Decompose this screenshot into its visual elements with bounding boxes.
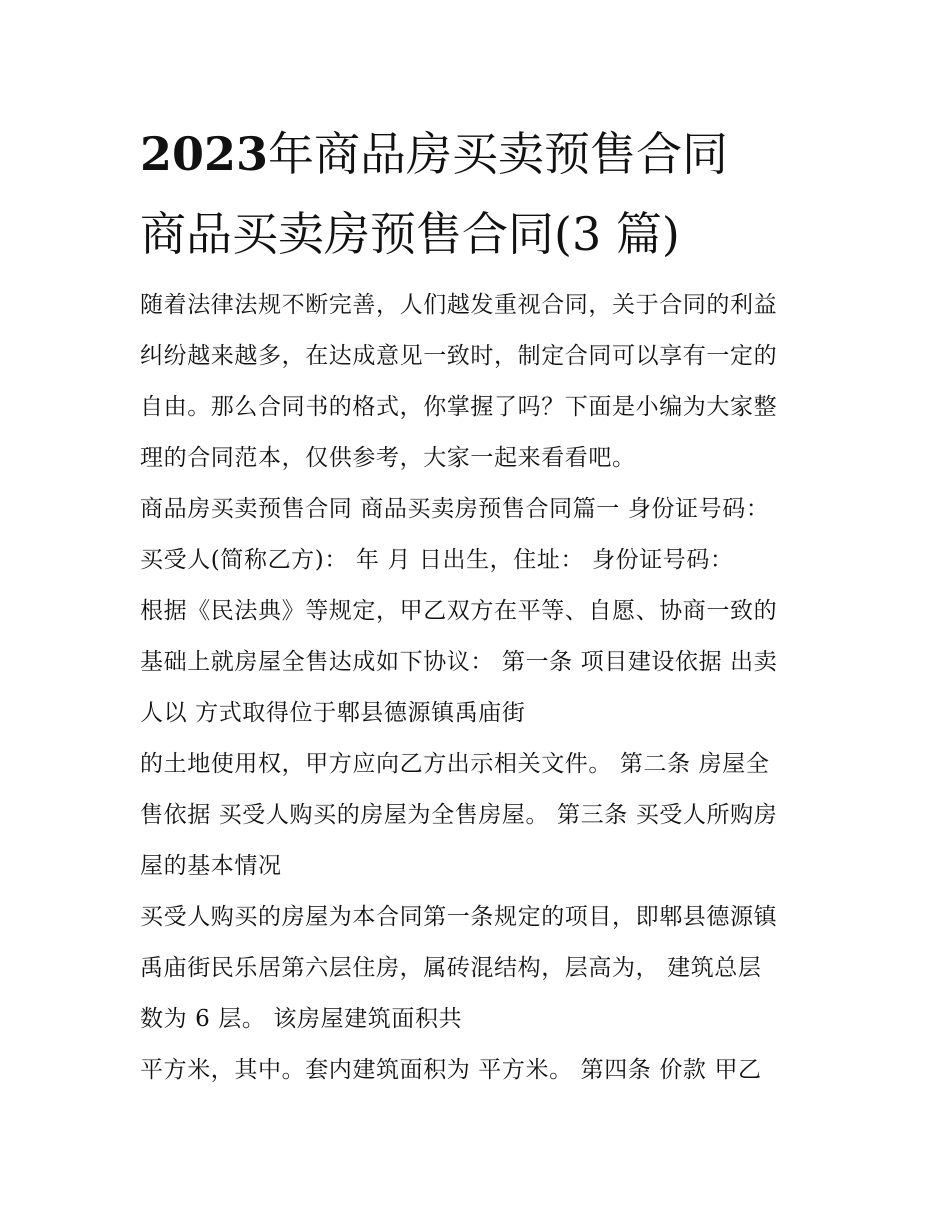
body-line: 屋的基本情况	[140, 853, 282, 879]
body-line: 平方米，其中。套内建筑面积为 平方米。 第四条 价款 甲乙	[140, 1057, 762, 1083]
body-line: 买受人购买的房屋为本合同第一条规定的项目，即郫县德源镇	[140, 904, 778, 930]
body-line: 随着法律法规不断完善，人们越发重视合同，关于合同的利益	[140, 292, 778, 318]
body-line: 售依据 买受人购买的房屋为全售房屋。 第三条 买受人所购房	[140, 802, 778, 828]
body-line: 自由。那么合同书的格式，你掌握了吗？下面是小编为大家整	[140, 394, 778, 420]
document-body	[140, 280, 840, 1096]
body-line: 禹庙街民乐居第六层住房，属砖混结构，层高为， 建筑总层	[140, 955, 762, 981]
body-line: 数为 6 层。 该房屋建筑面积共	[140, 1006, 463, 1032]
title-line-1	[140, 114, 840, 194]
title-text: 年商品房买卖预售合同	[268, 127, 729, 181]
body-line: 商品房买卖预售合同 商品买卖房预售合同篇一 身份证号码：	[140, 496, 770, 522]
body-line: 根据《民法典》等规定，甲乙双方在平等、自愿、协商一致的	[140, 598, 778, 624]
body-line: 人以 方式取得位于郫县德源镇禹庙街	[140, 700, 526, 726]
body-line: 基础上就房屋全售达成如下协议： 第一条 项目建设依据 出卖	[140, 649, 778, 675]
title-year: 2023	[140, 127, 269, 181]
body-line: 买受人(简称乙方)： 年 月 日出生，住址： 身份证号码：	[140, 547, 734, 573]
document-title	[140, 114, 840, 274]
body-line: 理的合同范本，仅供参考，大家一起来看看吧。	[140, 445, 636, 471]
title-line-2	[140, 194, 840, 274]
subtitle-text: 商品买卖房预售合同(3 篇)	[140, 207, 680, 261]
body-line: 纠纷越来越多，在达成意见一致时，制定合同可以享有一定的	[140, 343, 778, 369]
body-line: 的土地使用权，甲方应向乙方出示相关文件。 第二条 房屋全	[140, 751, 770, 777]
